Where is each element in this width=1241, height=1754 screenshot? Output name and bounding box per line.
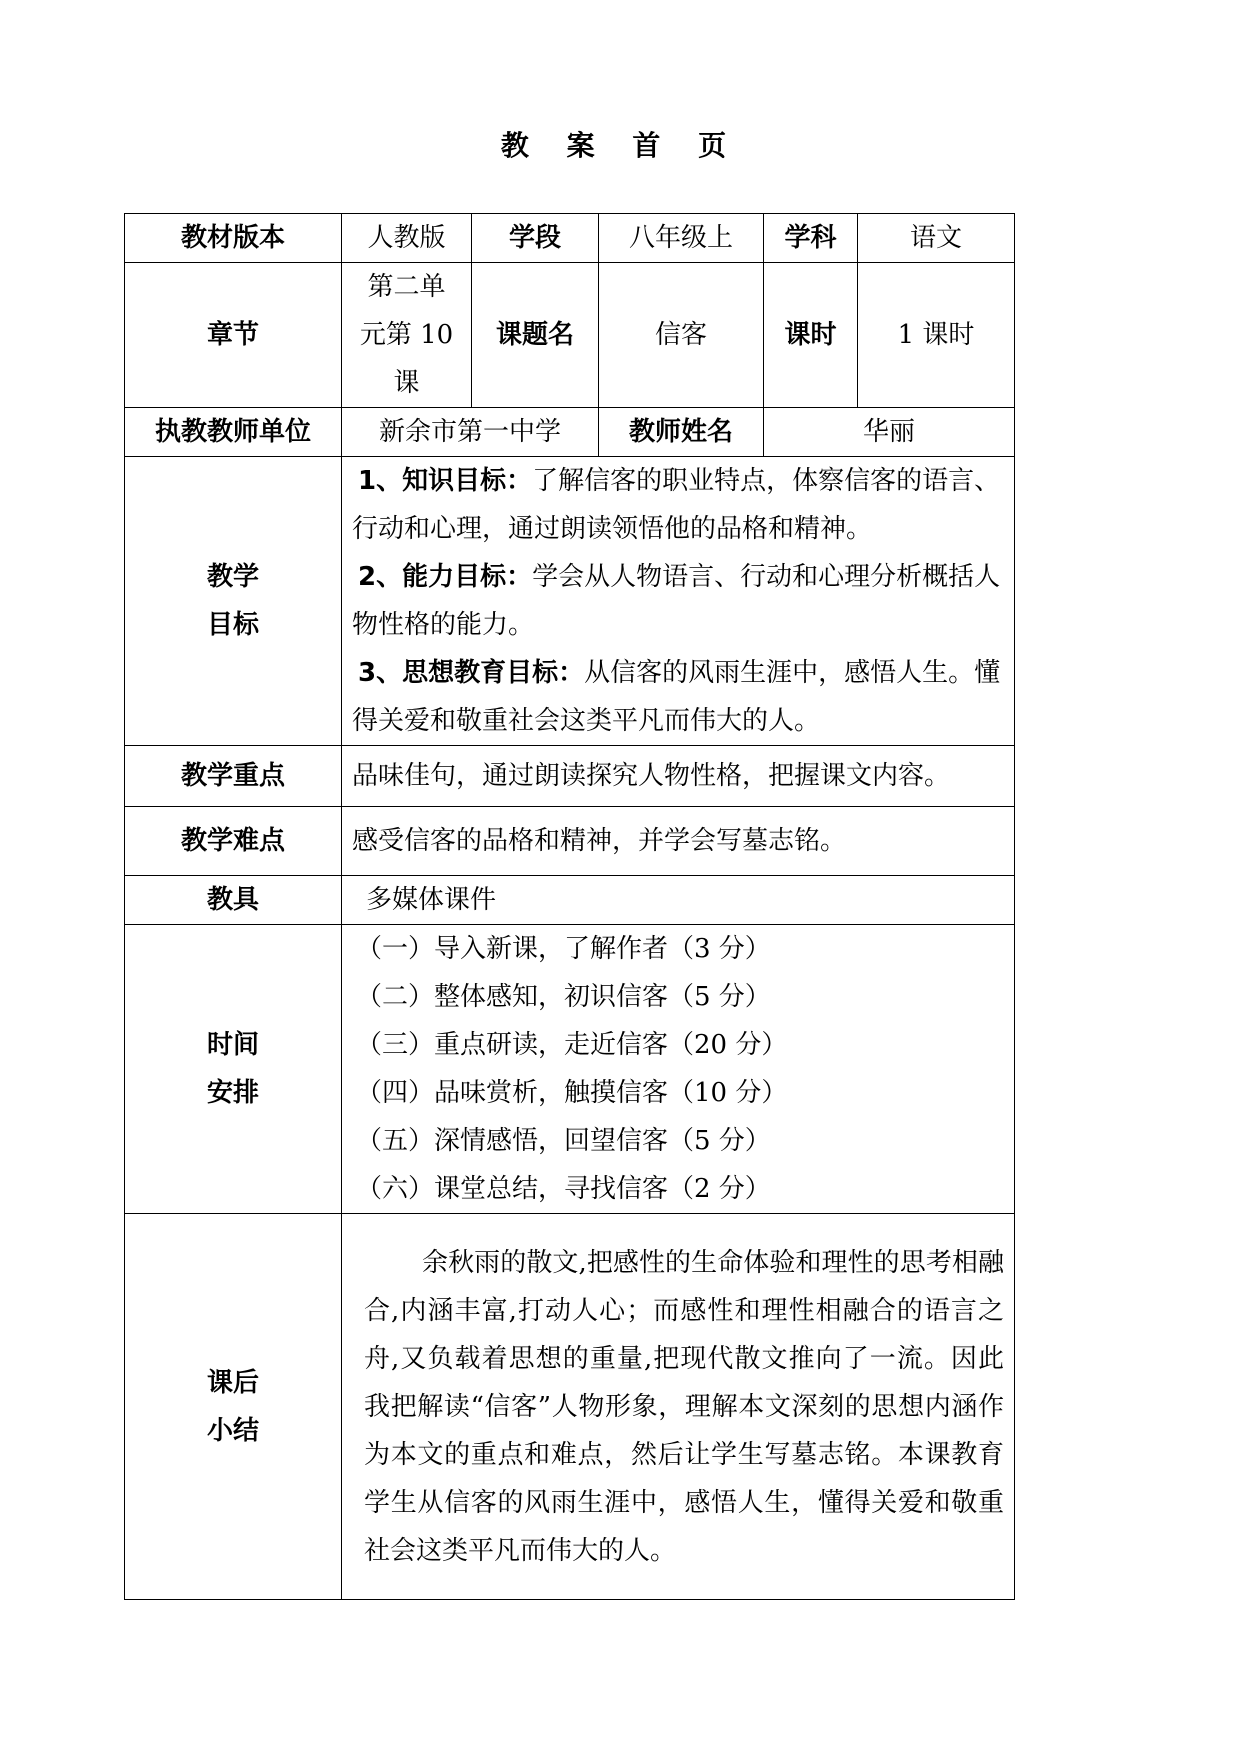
reflection-content	[342, 1214, 1015, 1600]
table-row-teacher	[125, 408, 1015, 457]
subject-value: 语文	[858, 214, 1015, 263]
subject-label: 学科	[764, 214, 858, 263]
schedule-item: （五）深情感悟，回望信客（5 分）	[356, 1126, 771, 1156]
schedule-item: （一）导入新课，了解作者（3 分）	[356, 934, 771, 964]
objective-item: 2、能力目标：学会从人物语言、行动和心理分析概括人物性格的能力。	[352, 562, 1001, 640]
schedule-item: （四）品味赏析，触摸信客（10 分）	[356, 1078, 788, 1108]
lesson-title-value: 信客	[599, 263, 764, 408]
schedule-item: （二）整体感知，初识信客（5 分）	[356, 982, 771, 1012]
schedule-label: 时间 安排	[125, 925, 342, 1214]
objective-item: 3、思想教育目标：从信客的风雨生涯中，感悟人生。懂得关爱和敬重社会这类平凡而伟大的人。	[352, 658, 1001, 736]
table-row-schedule	[125, 925, 1015, 1214]
table-row-reflection	[125, 1214, 1015, 1600]
objectives-label: 教学 目标	[125, 457, 342, 746]
schedule-item: （六）课堂总结，寻找信客（2 分）	[356, 1174, 771, 1204]
lesson-title-label: 课题名	[472, 263, 599, 408]
table-row-chapter	[125, 263, 1015, 408]
reflection-text: 余秋雨的散文,把感性的生命体验和理性的思考相融合,内涵丰富,打动人心；而感性和理性相融合的语言之舟,又负载着思想的重量,把现代散文推向了一流。因此我把解读“信客”人物形象，理解本文深刻的思想内涵作为本文的重点和难点，然后让学生写墓志铭。本课教育学生从信客的风雨生涯中，感悟人生，懂得关爱和敬重社会这类平凡而伟大的人。	[364, 1247, 1004, 1566]
textbook-label: 教材版本	[125, 214, 342, 263]
lesson-plan-table	[124, 213, 1015, 1600]
table-row-objectives	[125, 457, 1015, 746]
table-row-difficulties	[125, 807, 1015, 876]
table-row-textbook	[125, 214, 1015, 263]
schedule-item: （三）重点研读，走近信客（20 分）	[356, 1030, 788, 1060]
tools-label: 教具	[125, 876, 342, 925]
key-points-value: 品味佳句，通过朗读探究人物性格，把握课文内容。	[342, 746, 1015, 807]
period-label: 课时	[764, 263, 858, 408]
teacher-unit-value: 新余市第一中学	[342, 408, 599, 457]
difficulties-label: 教学难点	[125, 807, 342, 876]
page-title: 教 案 首 页	[500, 129, 741, 162]
stage-value: 八年级上	[599, 214, 764, 263]
teacher-name-value: 华丽	[764, 408, 1015, 457]
chapter-label: 章节	[125, 263, 342, 408]
chapter-value: 第二单 元第 10 课	[342, 263, 472, 408]
stage-label: 学段	[472, 214, 599, 263]
objectives-content	[342, 457, 1015, 746]
teacher-unit-label: 执教教师单位	[125, 408, 342, 457]
textbook-value: 人教版	[342, 214, 472, 263]
reflection-label: 课后 小结	[125, 1214, 342, 1600]
difficulties-value: 感受信客的品格和精神，并学会写墓志铭。	[342, 807, 1015, 876]
teacher-name-label: 教师姓名	[599, 408, 764, 457]
tools-value: 多媒体课件	[342, 876, 1015, 925]
period-value: 1 课时	[858, 263, 1015, 408]
table-row-key-points	[125, 746, 1015, 807]
key-points-label: 教学重点	[125, 746, 342, 807]
objective-item: 1、知识目标：了解信客的职业特点，体察信客的语言、行动和心理，通过朗读领悟他的品格和精神。	[352, 466, 1001, 544]
table-row-tools	[125, 876, 1015, 925]
schedule-content	[342, 925, 1015, 1214]
